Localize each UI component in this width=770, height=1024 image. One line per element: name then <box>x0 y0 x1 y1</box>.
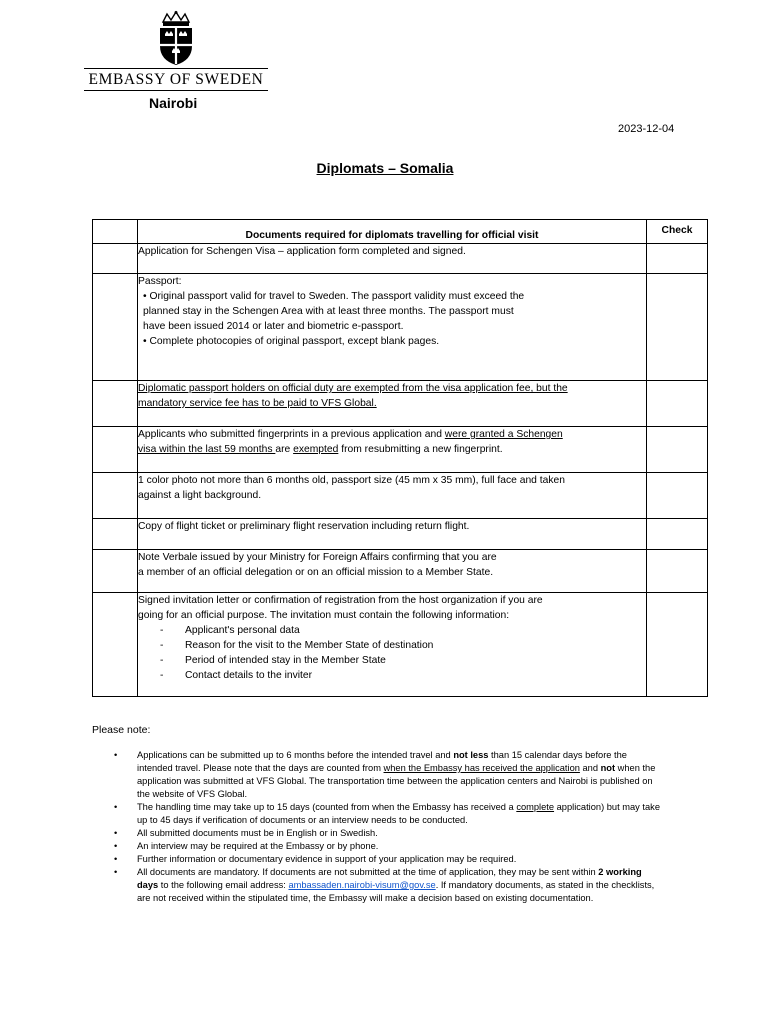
requirements-table <box>92 219 708 697</box>
logo-rule <box>84 68 268 69</box>
embassy-logo <box>84 10 268 91</box>
notes-heading: Please note: <box>92 724 151 736</box>
row-text: Signed invitation letter or confirmation of registration from the host organization if you are going for an official purpose. The invitation must contain the following information: - Applicant's personal data - Reason for the visit to the Member State of destination - Period of intended stay in the Member State - Contact details to the inviter <box>138 593 647 697</box>
table-row <box>93 427 708 473</box>
document-date: 2023-12-04 <box>618 123 675 135</box>
list-item: • All submitted documents must be in English or in Swedish. <box>114 828 378 838</box>
check-box[interactable] <box>647 381 708 427</box>
list-item: • An interview may be required at the Embassy or by phone. <box>114 841 379 851</box>
list-item: - Period of intended stay in the Member State <box>160 655 386 666</box>
row-text: Passport: • Original passport valid for travel to Sweden. The passport validity must exceed the planned stay in the Schengen Area with at least three months. The passport must have been issued 2014 or later and biometric e-passport. • Complete photocopies of original passport, except blank pages. <box>138 274 647 381</box>
table-row <box>93 274 708 381</box>
table-row <box>93 519 708 550</box>
check-box[interactable] <box>647 427 708 473</box>
check-box[interactable] <box>647 473 708 519</box>
row-text: Note Verbale issued by your Ministry for Foreign Affairs confirming that you are a member of an official delegation or on an official mission to a Member State. <box>138 550 647 593</box>
page-title: Diplomats – Somalia <box>316 160 454 176</box>
notes-list <box>92 749 662 905</box>
table-row <box>93 381 708 427</box>
list-item: • Further information or documentary evidence in support of your application may be required. <box>114 854 517 864</box>
check-box[interactable] <box>647 519 708 550</box>
row-text: 1 color photo not more than 6 months old, passport size (45 mm x 35 mm), full face and taken against a light background. <box>138 473 647 519</box>
check-box[interactable] <box>647 550 708 593</box>
table-row <box>93 473 708 519</box>
table-row <box>93 550 708 593</box>
check-heading: Check <box>647 220 708 244</box>
swedish-crest-icon <box>155 10 197 66</box>
row-text: Application for Schengen Visa – application form completed and signed. <box>138 244 647 274</box>
list-item: • Applications can be submitted up to 6 months before the intended travel and not less than 15 calendar days before the intended travel. Please note that the days are counted from when the Embassy has received the application and not when the application was submitted at VFS Global. The transportation time between the application centers and Nairobi is published on the website of VFS Global. <box>114 750 656 799</box>
list-item: • All documents are mandatory. If documents are not submitted at the time of application, they may be sent within 2 working days to the following email address: ambassaden.nairobi-visum@gov.se. If mandatory documents, as stated in the checklists, are not received within the stipulated time, the Embassy will make a decision based on existing documentation. <box>114 867 655 903</box>
row-text: Copy of flight ticket or preliminary flight reservation including return flight. <box>138 519 647 550</box>
list-item: • The handling time may take up to 15 days (counted from when the Embassy has received a complete application) but may take up to 45 days if verification of documents or an interview needs to be conducted. <box>114 802 660 825</box>
row-text: Diplomatic passport holders on official duty are exempted from the visa application fee, but the mandatory service fee has to be paid to VFS Global. <box>138 381 647 427</box>
table-heading: Documents required for diplomats travelling for official visit <box>138 220 647 244</box>
check-box[interactable] <box>647 593 708 697</box>
logo-rule-bottom <box>84 90 268 91</box>
check-box[interactable] <box>647 244 708 274</box>
email-link[interactable]: ambassaden.nairobi-visum@gov.se <box>288 880 436 890</box>
blank-cell <box>93 220 138 244</box>
table-row <box>93 244 708 274</box>
city-label: Nairobi <box>149 95 198 111</box>
logo-text: EMBASSY OF SWEDEN <box>88 71 264 88</box>
list-item: - Reason for the visit to the Member State of destination <box>160 640 434 651</box>
check-box[interactable] <box>647 274 708 381</box>
table-row <box>93 593 708 697</box>
notes-section <box>92 724 662 905</box>
row-text: Applicants who submitted fingerprints in a previous application and were granted a Schengen visa within the last 59 months are exempted from resubmitting a new fingerprint. <box>138 427 647 473</box>
table-header-row <box>93 220 708 244</box>
list-item: - Contact details to the inviter <box>160 670 313 681</box>
list-item: - Applicant's personal data <box>160 625 300 636</box>
